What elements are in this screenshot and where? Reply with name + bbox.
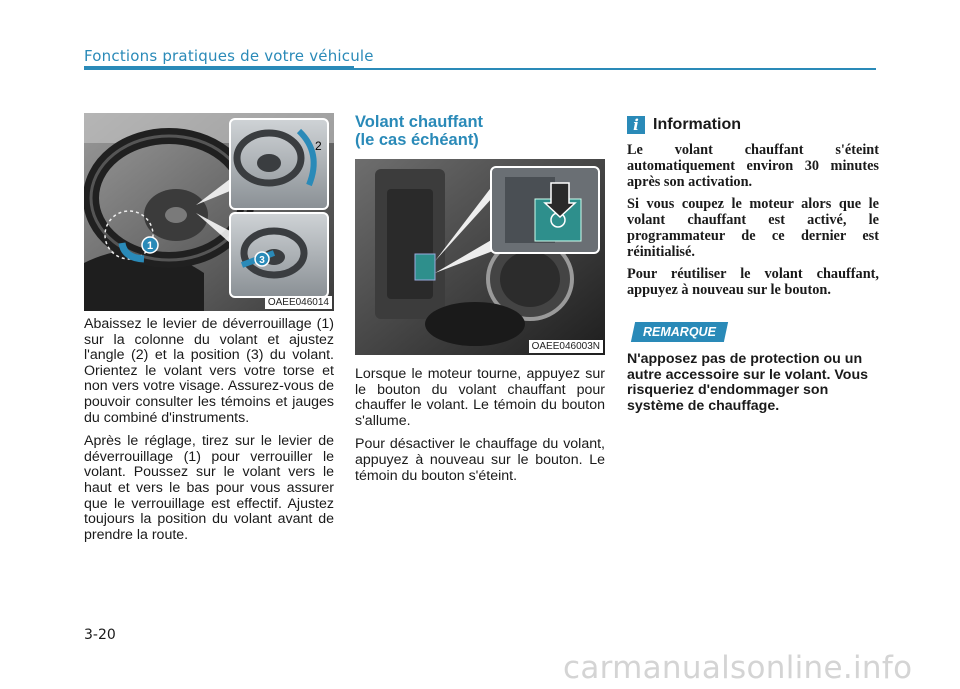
callout-2: 2 xyxy=(315,139,322,153)
info-paragraph: Si vous coupez le moteur alors que le volant chauffant est activé, le programmateur de ce dernier est réinitialisé. xyxy=(627,196,879,260)
info-paragraph: Le volant chauffant s'éteint automatiquement environ 30 minutes après son activation. xyxy=(627,142,879,190)
figure-code: OAEE046003N xyxy=(529,340,603,353)
paragraph-lock: Après le réglage, tirez sur le levier de déverrouillage (1) pour verrouiller le volant. Poussez sur le volant vers le haut et vers le bas pour vous assurer que le verrouillage est effectif. Ajustez toujours la position du volant avant de prendre la route. xyxy=(84,433,334,543)
column-steering-adjust xyxy=(84,113,334,551)
information-header xyxy=(627,116,879,134)
paragraph-activate: Lorsque le moteur tourne, appuyez sur le bouton du volant chauffant pour chauffer le volant. Le témoin du bouton s'allume. xyxy=(355,366,605,429)
section-title-line1: Volant chauffant xyxy=(355,113,484,131)
figure-code: OAEE046014 xyxy=(265,296,332,309)
header-rule xyxy=(84,68,876,70)
callout-1: 1 xyxy=(146,240,154,252)
page-number: 3-20 xyxy=(84,627,116,643)
info-paragraph: Pour réutiliser le volant chauffant, appuyez à nouveau sur le bouton. xyxy=(627,266,879,298)
remarque-text: N'apposez pas de protection ou un autre accessoire sur le volant. Vous risqueriez d'endommager son système de chauffage. xyxy=(627,351,869,414)
section-title xyxy=(355,113,605,149)
column-information xyxy=(627,113,879,414)
column-heated-wheel xyxy=(355,113,605,492)
remarque-label: REMARQUE xyxy=(643,325,716,339)
remarque-badge xyxy=(631,322,728,342)
figure-heated-button xyxy=(355,159,605,355)
steering-illustration xyxy=(84,113,334,311)
paragraph-adjust: Abaissez le levier de déverrouillage (1) sur la colonne du volant et ajustez l'angle (2) et la position (3) du volant. Orientez le volant vers votre torse et non vers votre visage. Assurez-vous de pouvoir consulter les témoins et jauges du combiné d'instruments. xyxy=(84,316,334,426)
callout-3: 3 xyxy=(259,255,265,266)
watermark: carmanualsonline.info xyxy=(563,650,913,686)
information-title: Information xyxy=(653,116,741,133)
figure-steering-adjust xyxy=(84,113,334,311)
console-illustration xyxy=(355,159,605,355)
paragraph-deactivate: Pour désactiver le chauffage du volant, appuyez à nouveau sur le bouton. Le témoin du bouton s'éteint. xyxy=(355,436,605,484)
header-title: Fonctions pratiques de votre véhicule xyxy=(84,47,374,65)
info-icon: i xyxy=(627,116,645,134)
section-title-line2: (le cas échéant) xyxy=(355,131,479,149)
